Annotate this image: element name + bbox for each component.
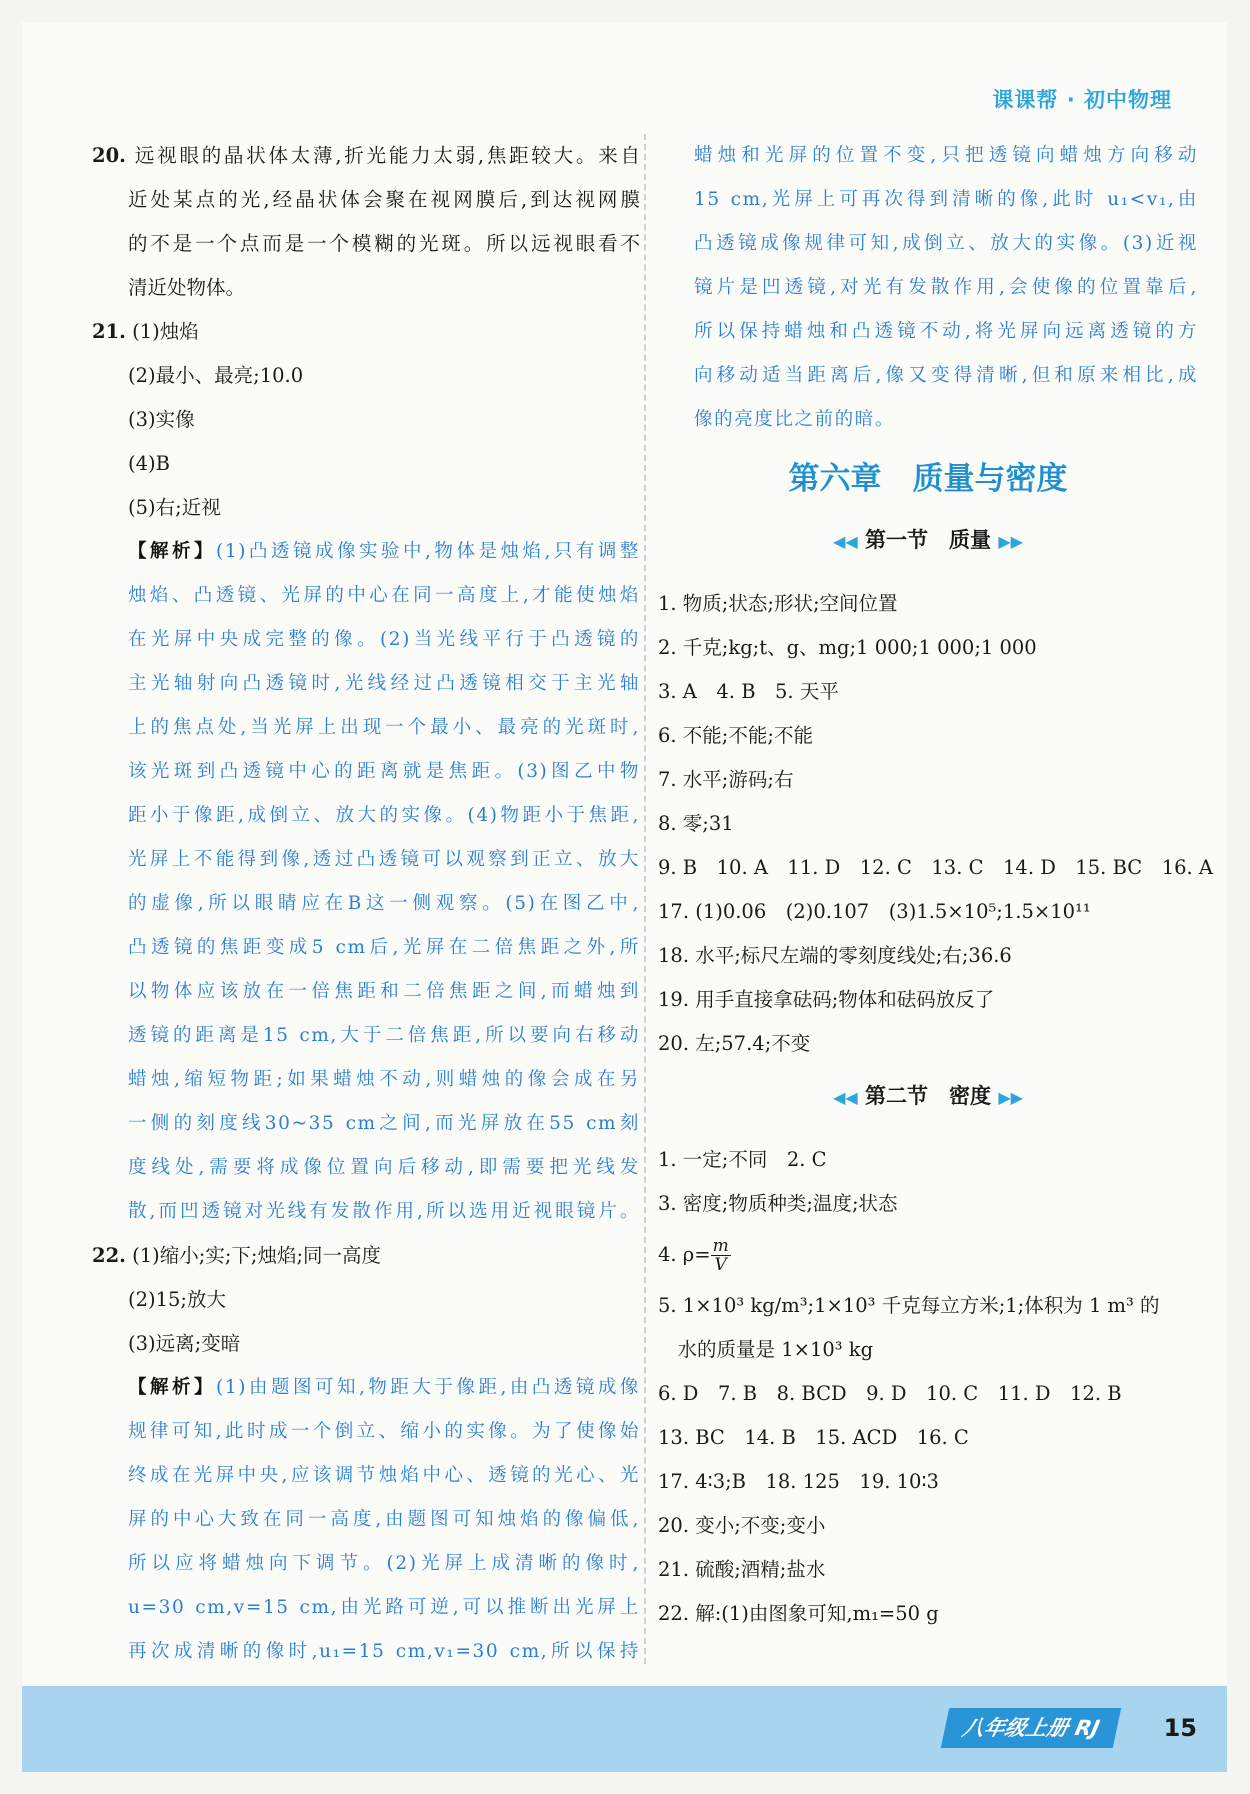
q21-analysis-line [92, 530, 640, 574]
section-heading-mass [658, 518, 1198, 562]
section-heading-density [658, 1074, 1198, 1118]
q21-analysis-line: 一侧的刻度线30~35 cm之间,而光屏放在55 cm刻 [128, 1113, 640, 1134]
q21-analysis-line: 蜡烛,缩短物距;如果蜡烛不动,则蜡烛的像会成在另 [128, 1069, 640, 1090]
q22-answer: (2)15;放大 [128, 1288, 227, 1311]
chevron-left-icon: ◀◀ [833, 532, 858, 551]
analysis-tag: 【解析】 [128, 1377, 217, 1398]
q21-analysis-line: 凸透镜的焦距变成5 cm后,光屏在二倍焦距之外,所 [128, 937, 640, 958]
q22-analysis-line: 屏的中心大致在同一高度,由题图可知烛焰的像偏低, [128, 1509, 640, 1530]
q22-analysis-line: 所以应将蜡烛向下调节。(2)光屏上成清晰的像时, [128, 1553, 640, 1574]
grade-badge: 八年级上册 RJ [940, 1708, 1121, 1748]
q21-analysis-line: 的虚像,所以眼睛应在B这一侧观察。(5)在图乙中, [128, 893, 640, 914]
chevron-left-icon: ◀◀ [833, 1088, 858, 1107]
q21-analysis-line: 距小于像距,成倒立、放大的实像。(4)物距小于焦距, [128, 805, 640, 826]
q20-line: 近处某点的光,经晶状体会聚在视网膜后,到达视网膜 [128, 188, 640, 211]
answer-line: 22. 解:(1)由图象可知,m₁=50 g [658, 1602, 939, 1625]
footer-band [22, 1686, 1227, 1772]
q20-line [92, 134, 640, 178]
q21-analysis-line: 该光斑到凸透镜中心的距离就是焦距。(3)图乙中物 [128, 761, 640, 782]
fraction-denominator: V [714, 1255, 727, 1275]
answer-line: 9. B 10. A 11. D 12. C 13. C 14. D 15. BC 16. A [658, 856, 1213, 879]
brand-title: 课课帮 · 初中物理 [992, 88, 1172, 112]
q20-text: 远视眼的晶状体太薄,折光能力太弱,焦距较大。来自 [134, 144, 640, 167]
q21-analysis-line: 主光轴射向凸透镜时,光线经过凸透镜相交于主光轴 [128, 673, 640, 694]
answer-line: 6. D 7. B 8. BCD 9. D 10. C 11. D 12. B [658, 1382, 1122, 1405]
section-title: 第二节 密度 [865, 1084, 991, 1108]
answer-line: 7. 水平;游码;右 [658, 768, 794, 791]
q22-analysis-line: u=30 cm,v=15 cm,由光路可逆,可以推断出光屏上 [128, 1597, 640, 1618]
q22-analysis-line: 规律可知,此时成一个倒立、缩小的实像。为了使像始 [128, 1421, 640, 1442]
answer-line: 1. 物质;状态;形状;空间位置 [658, 592, 898, 615]
q20-number: 20. [92, 144, 126, 167]
answer-line: 8. 零;31 [658, 812, 734, 835]
answer-line: 19. 用手直接拿砝码;物体和砝码放反了 [658, 988, 995, 1011]
right-column [658, 134, 1213, 1636]
cont-analysis-line: 向移动适当距离后,像又变得清晰,但和原来相比,成 [694, 365, 1198, 386]
chevron-right-icon: ▶▶ [998, 532, 1023, 551]
cont-analysis-line: 所以保持蜡烛和凸透镜不动,将光屏向远离透镜的方 [694, 321, 1198, 342]
answer-line: 20. 左;57.4;不变 [658, 1032, 811, 1055]
cont-analysis-line: 像的亮度比之前的暗。 [694, 409, 896, 430]
q21-answer: (2)最小、最亮;10.0 [128, 364, 304, 387]
answer-line: 5. 1×10³ kg/m³;1×10³ 千克每立方米;1;体积为 1 m³ 的 [658, 1294, 1160, 1317]
q22-number: 22. [92, 1244, 126, 1267]
q21-analysis-line: 烛焰、凸透镜、光屏的中心在同一高度上,才能使烛焰 [128, 585, 640, 606]
answer-line: 17. (1)0.06 (2)0.107 (3)1.5×10⁵;1.5×10¹¹ [658, 900, 1091, 923]
q21-analysis-line: 散,而凹透镜对光线有发散作用,所以选用近视眼镜片。 [128, 1201, 640, 1222]
density-fraction [711, 1237, 731, 1274]
q22-analysis-line: 再次成清晰的像时,u₁=15 cm,v₁=30 cm,所以保持 [128, 1641, 640, 1662]
answer-line: 1. 一定;不同 2. C [658, 1148, 827, 1171]
analysis-text: (1)凸透镜成像实验中,物体是烛焰,只有调整 [216, 541, 640, 562]
cont-analysis-line: 蜡烛和光屏的位置不变,只把透镜向蜡烛方向移动 [694, 145, 1198, 166]
q21-analysis-line: 以物体应该放在一倍焦距和二倍焦距之间,而蜡烛到 [128, 981, 640, 1002]
section-title: 第一节 质量 [865, 528, 991, 552]
formula-label: 4. ρ= [658, 1243, 711, 1266]
analysis-text: (1)由题图可知,物距大于像距,由凸透镜成像 [216, 1377, 640, 1398]
cont-analysis-line: 凸透镜成像规律可知,成倒立、放大的实像。(3)近视 [694, 233, 1198, 254]
q21-line [92, 310, 640, 354]
q22-answer: (1)缩小;实;下;烛焰;同一高度 [132, 1244, 382, 1267]
chapter-title: 第六章 质量与密度 [788, 461, 1068, 497]
left-column [92, 134, 640, 1674]
answer-line: 20. 变小;不变;变小 [658, 1514, 826, 1537]
q22-analysis-line [92, 1366, 640, 1410]
q22-analysis-line: 终成在光屏中央,应该调节烛焰中心、透镜的光心、光 [128, 1465, 640, 1486]
q21-answer: (1)烛焰 [132, 320, 199, 343]
answer-line: 6. 不能;不能;不能 [658, 724, 813, 747]
answer-line: 18. 水平;标尺左端的零刻度线处;右;36.6 [658, 944, 1012, 967]
q21-number: 21. [92, 320, 126, 343]
q21-analysis-line: 度线处,需要将成像位置向后移动,即需要把光线发 [128, 1157, 640, 1178]
answer-line: 21. 硫酸;酒精;盐水 [658, 1558, 826, 1581]
q21-answer: (5)右;近视 [128, 496, 221, 519]
q21-analysis-line: 上的焦点处,当光屏上出现一个最小、最亮的光斑时, [128, 717, 640, 738]
q21-answer: (3)实像 [128, 408, 195, 431]
answer-line: 3. 密度;物质种类;温度;状态 [658, 1192, 898, 1215]
answer-line: 17. 4∶3;B 18. 125 19. 10∶3 [658, 1470, 939, 1493]
cont-analysis-line: 15 cm,光屏上可再次得到清晰的像,此时 u₁<v₁,由 [694, 189, 1198, 210]
q21-analysis-line: 透镜的距离是15 cm,大于二倍焦距,所以要向右移动 [128, 1025, 640, 1046]
q21-answer: (4)B [128, 452, 170, 475]
analysis-tag: 【解析】 [128, 541, 217, 562]
q22-line [92, 1234, 640, 1278]
answer-line: 2. 千克;kg;t、g、mg;1 000;1 000;1 000 [658, 636, 1037, 659]
answer-line: 3. A 4. B 5. 天平 [658, 680, 839, 703]
chevron-right-icon: ▶▶ [998, 1088, 1023, 1107]
column-divider [644, 134, 646, 1664]
page [22, 22, 1227, 1772]
q20-line: 的不是一个点而是一个模糊的光斑。所以远视眼看不 [128, 232, 640, 255]
q21-analysis-line: 在光屏中央成完整的像。(2)当光线平行于凸透镜的 [128, 629, 640, 650]
q21-analysis-line: 光屏上不能得到像,透过凸透镜可以观察到正立、放大 [128, 849, 640, 870]
fraction-numerator: m [712, 1236, 729, 1256]
q20-line: 清近处物体。 [128, 276, 246, 299]
cont-analysis-line: 镜片是凹透镜,对光有发散作用,会使像的位置靠后, [694, 277, 1198, 298]
answer-line: 13. BC 14. B 15. ACD 16. C [658, 1426, 969, 1449]
answer-line: 水的质量是 1×10³ kg [658, 1338, 874, 1361]
page-number: 15 [1163, 1714, 1197, 1742]
q22-answer: (3)远离;变暗 [128, 1332, 241, 1355]
density-formula-line [658, 1226, 1198, 1284]
